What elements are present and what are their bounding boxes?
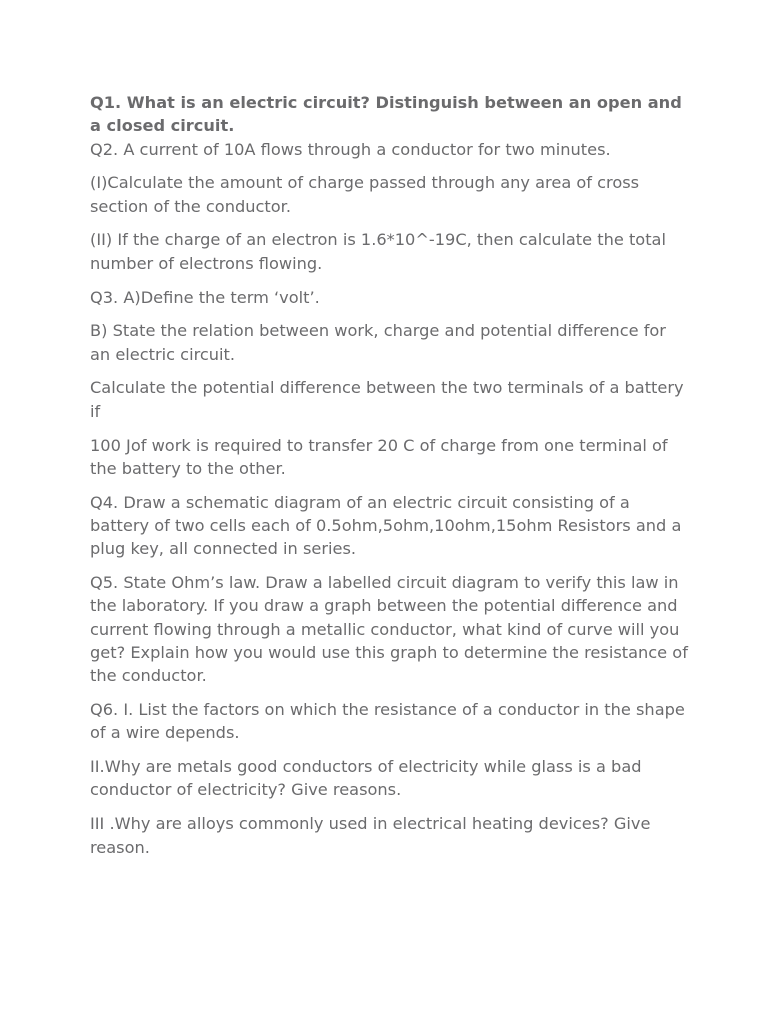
question-6-part-2: II.Why are metals good conductors of electricity while glass is a bad conductor of electricity? Give reasons. — [90, 757, 642, 800]
question-6-part-3: III .Why are alloys commonly used in electrical heating devices? Give reason. — [90, 814, 651, 857]
question-3-calculation: Calculate the potential difference between the two terminals of a battery if — [90, 378, 684, 421]
question-2-part-1: (I)Calculate the amount of charge passed through any area of cross section of the conductor. — [90, 173, 640, 216]
question-3-calculation-detail: 100 Jof work is required to transfer 20 C of charge from one terminal of the battery to the other. — [90, 435, 668, 478]
question-3-part-a: Q3. A)Define the term ‘volt’. — [90, 287, 320, 307]
document-page — [90, 91, 690, 869]
question-2-part-2: (II) If the charge of an electron is 1.6*10^-19C, then calculate the total number of electrons flowing. — [90, 230, 666, 273]
question-1: Q1. What is an electric circuit? Distinguish between an open and a closed circuit. — [90, 93, 682, 136]
question-4: Q4. Draw a schematic diagram of an electric circuit consisting of a battery of two cells each of 0.5ohm,5ohm,10ohm,15ohm Resistors and a plug key, all connected in series. — [90, 492, 682, 559]
question-3-part-b: B) State the relation between work, charge and potential difference for an electric circuit. — [90, 321, 666, 364]
question-5: Q5. State Ohm’s law. Draw a labelled circuit diagram to verify this law in the laboratory. If you draw a graph between the potential difference and current flowing through a metallic conductor, what kind of curve will you get? Explain how you would use this graph to determine the resistance of the conductor. — [90, 573, 688, 686]
question-6-part-1: Q6. I. List the factors on which the resistance of a conductor in the shape of a wire depends. — [90, 700, 685, 743]
question-2: Q2. A current of 10A flows through a conductor for two minutes. — [90, 139, 611, 159]
